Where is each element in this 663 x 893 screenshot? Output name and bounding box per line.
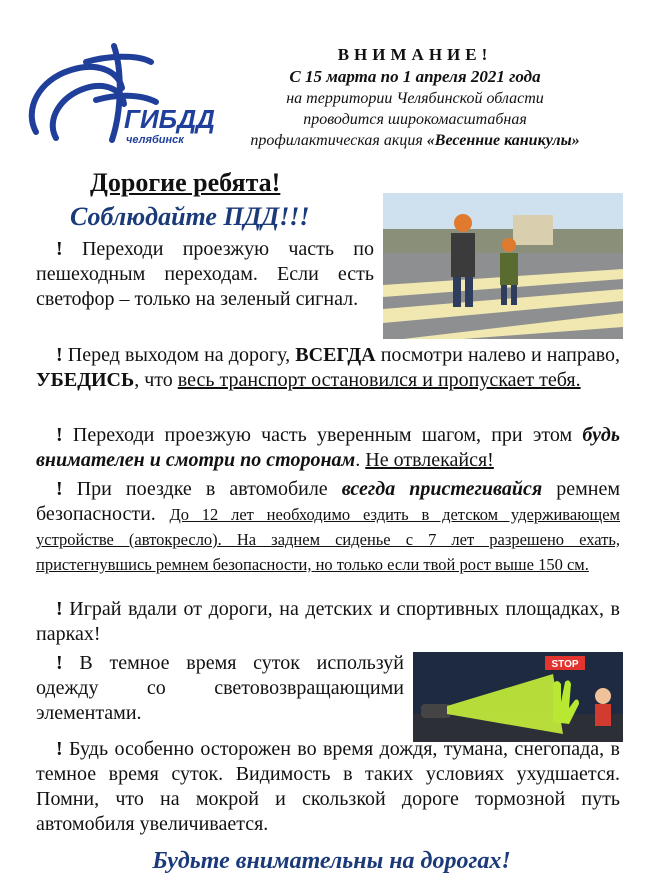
header-line1: на территории Челябинской области: [286, 90, 544, 107]
header-line3: профилактическая акция «Весенние каникулы»: [250, 132, 580, 149]
children-crossing-photo: [383, 193, 623, 339]
header-line2: проводится широкомасштабная: [303, 111, 527, 128]
header: [205, 44, 625, 151]
rule-bad-weather: ! Будь особенно осторожен во время дождя, тумана, снегопада, в темное время суток. Видимость в таких условиях ухудшается. Помни, что на мокрой и скользкой дороге тормозной путь автомобиля увеличивается.: [36, 738, 620, 835]
rule-crosswalk: ! Переходи проезжую часть по пешеходным переходам. Если есть светофор – только на зеленый сигнал.: [36, 238, 374, 310]
gibdd-logo: [26, 40, 215, 148]
slogan: Соблюдайте ПДД!!!: [70, 202, 310, 231]
rule-confident-step: ! Переходи проезжую часть уверенным шагом, при этом будь внимателен и смотри по сторонам. Не отвлекайся!: [36, 424, 620, 471]
header-title: ВНИМАНИЕ!: [337, 45, 493, 64]
logo-text: ГИБДД: [124, 104, 215, 134]
footer-slogan: Будьте внимательны на дорогах!: [152, 848, 511, 874]
rule-play-away: ! Играй вдали от дороги, на детских и спортивных площадках, в парках!: [36, 598, 620, 645]
night-reflector-illustration: [413, 652, 623, 742]
rule-seatbelt: ! При поездке в автомобиле всегда пристегивайся ремнем безопасности. До 12 лет необходимо ездить в детском удерживающем устройстве (автокресло). На заднем сиденье с 7 лет разрешено ехать, пристегнувшись ремнем безопасности, но только если твой рост выше 150 см.: [36, 478, 620, 574]
rule-reflectors: ! В темное время суток используй одежду со световозвращающими элементами.: [36, 652, 404, 724]
stop-sign-text: STOP: [551, 659, 579, 670]
logo-city: челябинск: [126, 134, 184, 146]
rule-look-both-ways: ! Перед выходом на дорогу, ВСЕГДА посмотри налево и направо, УБЕДИСЬ, что весь транспорт остановился и пропускает тебя.: [36, 344, 620, 391]
header-dates: С 15 марта по 1 апреля 2021 года: [289, 67, 541, 86]
greeting: Дорогие ребята!: [90, 168, 281, 197]
campaign-name: «Весенние каникулы»: [426, 132, 580, 149]
